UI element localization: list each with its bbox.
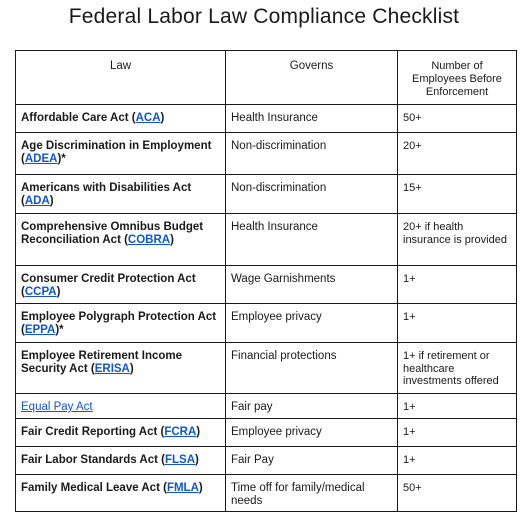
law-suffix: ): [160, 112, 165, 124]
law-cell: [16, 214, 226, 266]
employees-cell: 1+: [398, 419, 517, 447]
header-governs: Governs: [226, 51, 398, 105]
law-abbrev-link[interactable]: CCPA: [24, 286, 57, 298]
table-row: [16, 105, 517, 133]
law-cell: [16, 343, 226, 394]
law-abbrev-link[interactable]: EPPA: [24, 324, 56, 336]
law-suffix: )*: [55, 324, 64, 336]
table-body: [16, 105, 517, 512]
law-name: Age Discrimination in Employment (: [21, 140, 212, 165]
law-name: Affordable Care Act (: [21, 112, 136, 124]
table-row: [16, 304, 517, 343]
law-name: Comprehensive Omnibus Budget Reconciliation Act (: [21, 221, 204, 246]
table-row: [16, 447, 517, 475]
governs-cell: Financial protections: [226, 343, 398, 394]
law-name: Americans with Disabilities Act (: [21, 182, 192, 207]
law-suffix: )*: [57, 153, 66, 165]
employees-cell: 1+: [398, 266, 517, 304]
header-employees: Number of Employees Before Enforcement: [398, 51, 517, 105]
governs-cell: Health Insurance: [226, 105, 398, 133]
table-row: [16, 343, 517, 394]
table-row: [16, 394, 517, 419]
law-cell: [16, 266, 226, 304]
table-row: [16, 214, 517, 266]
governs-cell: Time off for family/medical needs: [226, 475, 398, 512]
governs-cell: Employee privacy: [226, 419, 398, 447]
law-name: Employee Polygraph Protection Act (: [21, 311, 217, 336]
law-cell: [16, 475, 226, 512]
table-row: [16, 175, 517, 214]
law-name: Employee Retirement Income Security Act (: [21, 350, 183, 375]
law-suffix: ): [56, 286, 61, 298]
governs-cell: Non-discrimination: [226, 175, 398, 214]
table-row: [16, 266, 517, 304]
law-name: Fair Credit Reporting Act (: [21, 426, 165, 438]
employees-cell: 20+: [398, 133, 517, 175]
law-abbrev-link[interactable]: ADA: [24, 195, 50, 207]
law-cell: [16, 447, 226, 475]
law-suffix: ): [195, 454, 199, 466]
table-row: [16, 475, 517, 512]
law-suffix: ): [170, 234, 174, 246]
employees-cell: 50+: [398, 105, 517, 133]
law-abbrev-link[interactable]: Equal Pay Act: [21, 401, 93, 413]
law-abbrev-link[interactable]: ADEA: [24, 153, 58, 165]
law-name: Fair Labor Standards Act (: [21, 454, 165, 466]
law-suffix: ): [49, 195, 54, 207]
law-cell: [16, 105, 226, 133]
law-suffix: ): [196, 426, 201, 438]
law-cell: [16, 419, 226, 447]
law-abbrev-link[interactable]: ERISA: [94, 363, 130, 375]
governs-cell: Wage Garnishments: [226, 266, 398, 304]
law-abbrev-link[interactable]: ACA: [135, 112, 161, 124]
law-cell: [16, 175, 226, 214]
governs-cell: Employee privacy: [226, 304, 398, 343]
law-cell: [16, 394, 226, 419]
law-name: Family Medical Leave Act (: [21, 482, 167, 494]
governs-cell: Fair pay: [226, 394, 398, 419]
law-cell: [16, 304, 226, 343]
law-cell: [16, 133, 226, 175]
employees-cell: 50+: [398, 475, 517, 512]
law-abbrev-link[interactable]: FLSA: [165, 454, 196, 466]
header-law: Law: [16, 51, 226, 105]
employees-cell: 15+: [398, 175, 517, 214]
employees-cell: 1+: [398, 447, 517, 475]
law-suffix: ): [198, 482, 203, 494]
table-row: [16, 133, 517, 175]
law-abbrev-link[interactable]: FCRA: [164, 426, 197, 438]
governs-cell: Fair Pay: [226, 447, 398, 475]
governs-cell: Health Insurance: [226, 214, 398, 266]
law-name: Consumer Credit Protection Act (: [21, 273, 196, 298]
law-abbrev-link[interactable]: FMLA: [166, 482, 199, 494]
compliance-table: [15, 50, 517, 512]
employees-cell: 1+: [398, 304, 517, 343]
employees-cell: 20+ if health insurance is provided: [398, 214, 517, 266]
law-suffix: ): [129, 363, 134, 375]
table-row: [16, 419, 517, 447]
table-header-row: [16, 51, 517, 105]
employees-cell: 1+: [398, 394, 517, 419]
employees-cell: 1+ if retirement or healthcare investments offered: [398, 343, 517, 394]
page-title: Federal Labor Law Compliance Checklist: [68, 5, 460, 28]
law-abbrev-link[interactable]: COBRA: [127, 234, 171, 246]
governs-cell: Non-discrimination: [226, 133, 398, 175]
